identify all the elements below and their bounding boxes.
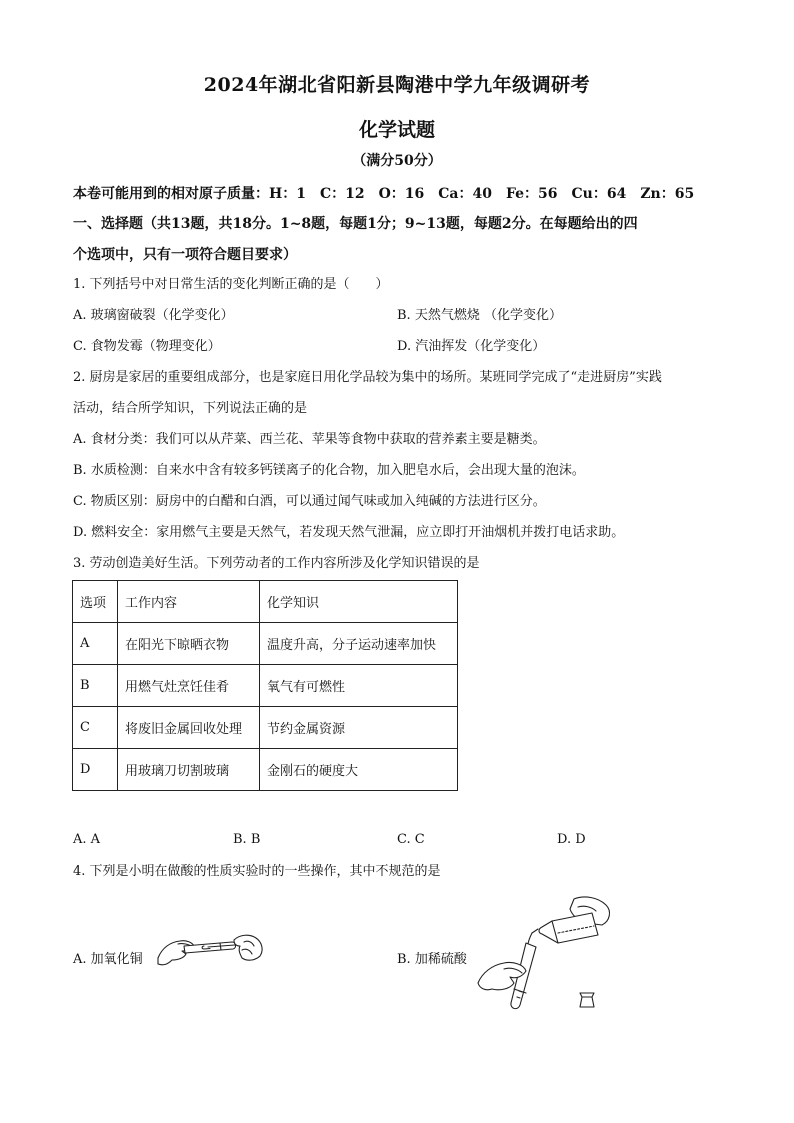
q2-stem-line1: 2. 厨房是家居的重要组成部分，也是家庭日用化学品较为集中的场所。某班同学完成了“走进厨房”实践: [73, 370, 662, 385]
table-cell: B: [73, 665, 118, 707]
table-cell: 用玻璃刀切割玻璃: [118, 749, 260, 791]
table-row: [73, 665, 458, 707]
table-cell: 氧气有可燃性: [260, 665, 458, 707]
q2-stem-line2: 活动，结合所学知识，下列说法正确的是: [73, 401, 308, 416]
table-header-cell: 化学知识: [260, 581, 458, 623]
table-cell: 温度升高，分子运动速率加快: [260, 623, 458, 665]
q3-option-b: B. B: [233, 832, 261, 847]
q2-option-d: D. 燃料安全：家用燃气主要是天然气，若发现天然气泄漏，应立即打开油烟机并拨打电话求助。: [73, 525, 625, 540]
q1-stem: 1. 下列括号中对日常生活的变化判断正确的是（ ）: [73, 277, 389, 292]
table-cell: D: [73, 749, 118, 791]
q3-table: [72, 580, 458, 791]
q2-option-c: C. 物质区别：厨房中的白醋和白酒，可以通过闻气味或加入纯碱的方法进行区分。: [73, 494, 546, 509]
section1-heading-line1: 一、选择题（共13题，共18分。1~8题，每题1分；9~13题，每题2分。在每题给出的四: [73, 216, 638, 232]
table-row: [73, 623, 458, 665]
table-cell: 金刚石的硬度大: [260, 749, 458, 791]
atomic-masses: 本卷可能用到的相对原子质量：H：1 C：12 O：16 Ca：40 Fe：56 Cu：64 Zn：65: [73, 186, 695, 202]
table-cell: 用燃气灶烹饪佳肴: [118, 665, 260, 707]
q3-stem: 3. 劳动创造美好生活。下列劳动者的工作内容所涉及化学知识错误的是: [73, 556, 480, 571]
exam-score: （满分50分）: [352, 153, 442, 169]
q3-option-d: D. D: [557, 832, 586, 847]
q4-option-a: A. 加氧化铜: [73, 952, 143, 967]
q1-option-d: D. 汽油挥发（化学变化）: [397, 339, 546, 354]
table-cell: 节约金属资源: [260, 707, 458, 749]
table-row: [73, 749, 458, 791]
table-cell: 在阳光下晾晒衣物: [118, 623, 260, 665]
exam-subtitle: 化学试题: [358, 119, 435, 141]
illustration-add-copper-oxide: [148, 924, 268, 976]
q2-option-a: A. 食材分类：我们可以从芹菜、西兰花、苹果等食物中获取的营养素主要是糖类。: [73, 432, 546, 447]
q1-option-b: B. 天然气燃烧 （化学变化）: [397, 308, 562, 323]
q3-option-c: C. C: [397, 832, 425, 847]
table-header-cell: 工作内容: [118, 581, 260, 623]
table-row: [73, 707, 458, 749]
exam-title: 2024年湖北省阳新县陶港中学九年级调研考: [203, 74, 591, 96]
q4-stem: 4. 下列是小明在做酸的性质实验时的一些操作，其中不规范的是: [73, 864, 441, 879]
q3-option-a: A. A: [73, 832, 101, 847]
table-header-cell: 选项: [73, 581, 118, 623]
q1-option-c: C. 食物发霉（物理变化）: [73, 339, 221, 354]
table-cell: A: [73, 623, 118, 665]
table-header-row: [73, 581, 458, 623]
section1-heading-line2: 个选项中，只有一项符合题目要求）: [73, 247, 297, 263]
illustration-add-dilute-sulfuric-acid: [474, 893, 620, 1021]
table-cell: 将废旧金属回收处理: [118, 707, 260, 749]
q2-option-b: B. 水质检测：自来水中含有较多钙镁离子的化合物，加入肥皂水后，会出现大量的泡沫。: [73, 463, 585, 478]
q1-option-a: A. 玻璃窗破裂（化学变化）: [73, 308, 234, 323]
q4-option-b: B. 加稀硫酸: [397, 952, 467, 967]
table-cell: C: [73, 707, 118, 749]
